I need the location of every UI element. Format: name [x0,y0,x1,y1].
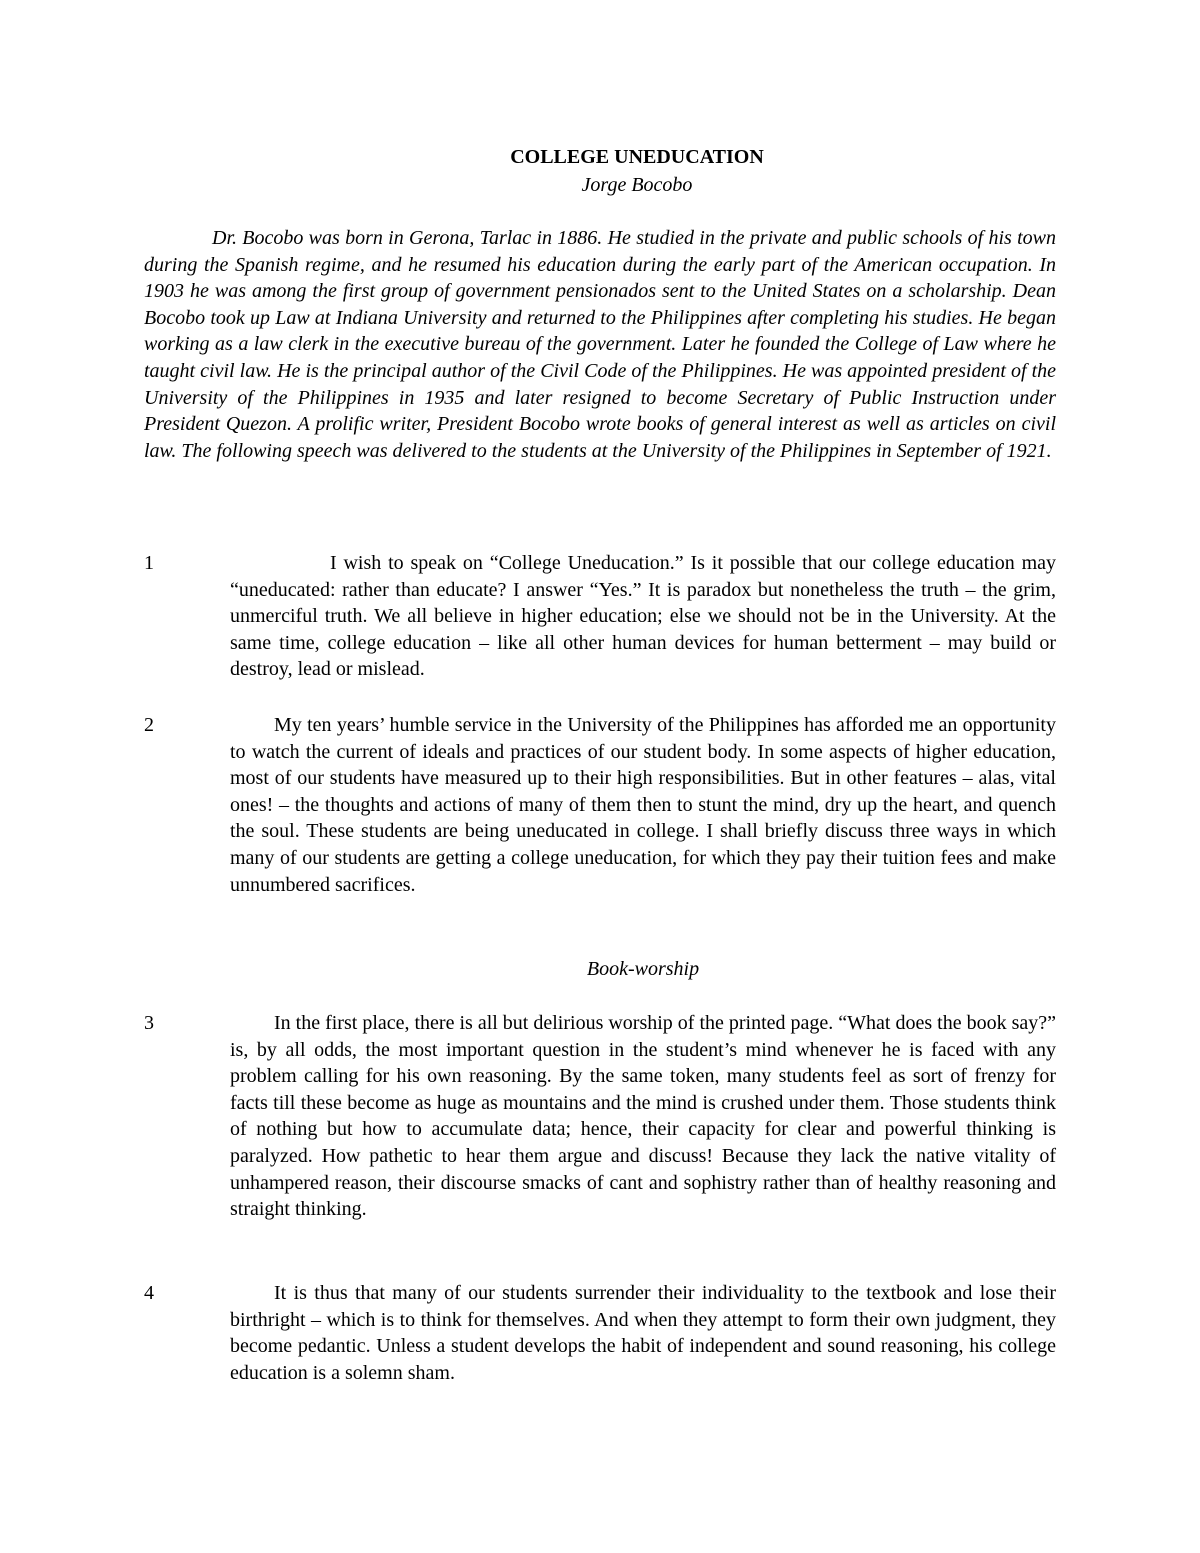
paragraph-number: 2 [144,714,154,736]
author-biography: Dr. Bocobo was born in Gerona, Tarlac in 1886. He studied in the private and public schools of his town during the Spanish regime, and he resumed his education during the early part of the American occupation. In 1903 he was among the first group of government pensionados sent to the United States on a scholarship. Dean Bocobo took up Law at Indiana University and returned to the Philippines after completing his studies. He began working as a law clerk in the executive bureau of the government. Later he founded the College of Law where he taught civil law. He is the principal author of the Civil Code of the Philippines. He was appointed president of the University of the Philippines in 1935 and later resigned to become Secretary of Public Instruction under President Quezon. A prolific writer, President Bocobo wrote books of general interest as well as articles on civil law. The following speech was delivered to the students at the University of the Philippines in September of 1921. [144,227,1056,462]
paragraph-number: 4 [144,1282,154,1304]
section-heading: Book-worship [586,958,700,980]
paragraph-4 [144,1280,1056,1386]
paragraph-1 [144,550,1056,683]
paragraph-3 [144,1010,1056,1223]
document-author: Jorge Bocobo [581,174,693,196]
paragraph-text: I wish to speak on “College Uneducation.” Is it possible that our college education may “uneducated: rather than educate? I answer “Yes.” It is paradox but nonetheless the truth – the grim, unmerciful truth. We all believe in higher education; else we should not be in the University. At the same time, college education – like all other human devices for human betterment – may build or destroy, lead or mislead. [230,552,1056,681]
document-title: COLLEGE UNEDUCATION [510,146,764,168]
paragraph-text: In the first place, there is all but delirious worship of the printed page. “What does the book say?” is, by all odds, the most important question in the student’s mind whenever he is faced with any problem calling for his own reasoning. By the same token, many students feel as sort of frenzy for facts till these become as huge as mountains and the mind is crushed under them. Those students think of nothing but how to accumulate data; hence, their capacity for clear and powerful thinking is paralyzed. How pathetic to hear them argue and discuss! Because they lack the native vitality of unhampered reason, their discourse smacks of cant and sophistry rather than of healthy reasoning and straight thinking. [230,1012,1056,1221]
paragraph-number: 3 [144,1012,154,1034]
paragraph-2 [144,712,1056,898]
paragraph-number: 1 [144,552,154,574]
paragraph-text: My ten years’ humble service in the University of the Philippines has afforded me an opportunity to watch the current of ideals and practices of our student body. In some aspects of higher education, most of our students have measured up to their high responsibilities. But in other features – alas, vital ones! – the thoughts and actions of many of them then to stunt the mind, dry up the heart, and quench the soul. These students are being uneducated in college. I shall briefly discuss three ways in which many of our students are getting a college uneducation, for which they pay their tuition fees and make unnumbered sacrifices. [230,714,1056,896]
paragraph-text: It is thus that many of our students surrender their individuality to the textbook and lose their birthright – which is to think for themselves. And when they attempt to form their own judgment, they become pedantic. Unless a student develops the habit of independent and sound reasoning, his college education is a solemn sham. [230,1282,1056,1384]
